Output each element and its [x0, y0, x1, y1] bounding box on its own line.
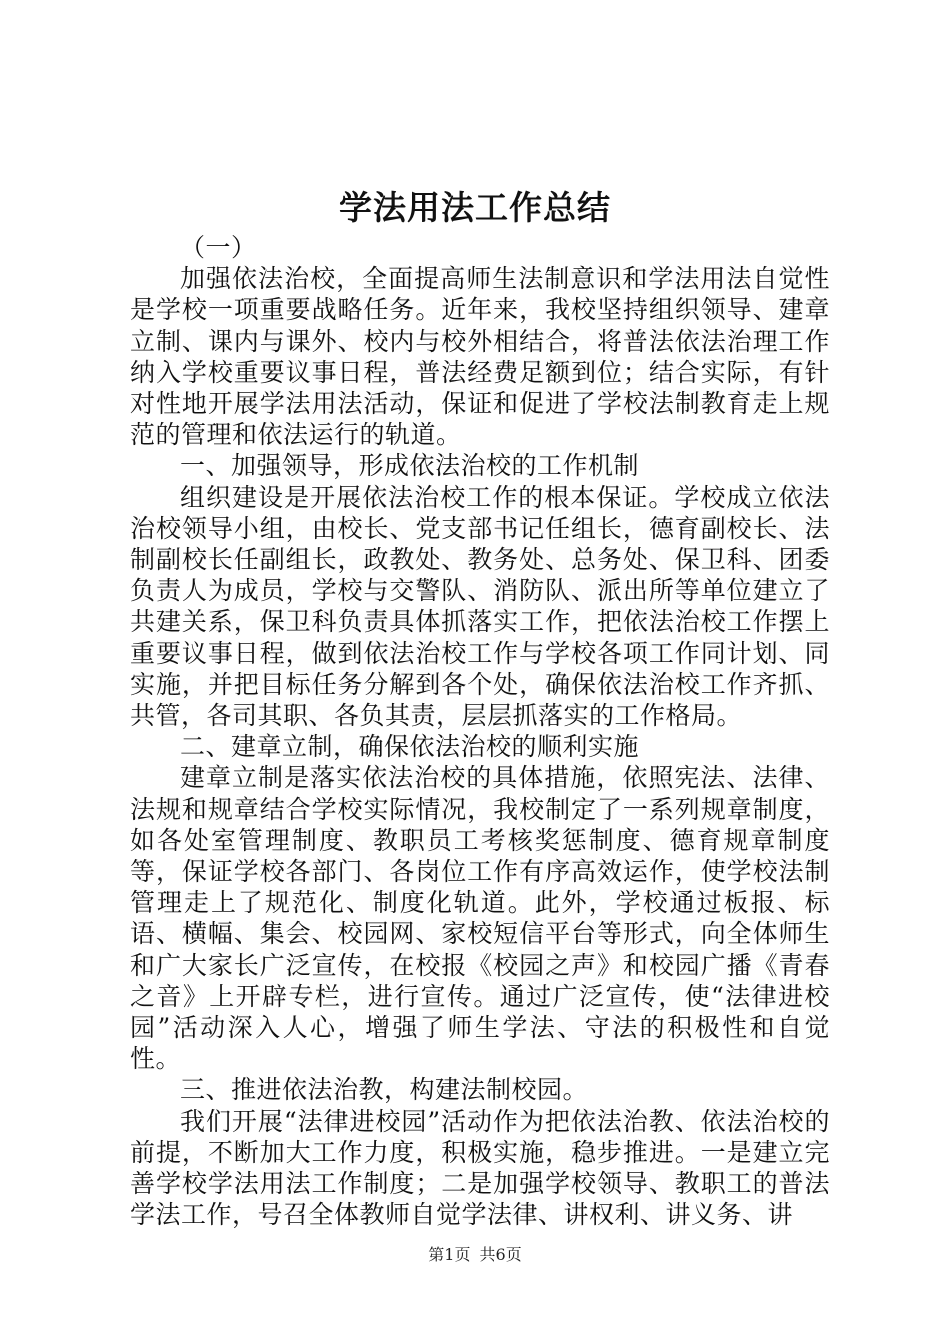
paragraph-section-2: 建章立制是落实依法治校的具体措施，依照宪法、法律、法规和规章结合学校实际情况，我校制定了一系列规章制度，如各处室管理制度、教职员工考核奖惩制度、德育规章制度等，保证学校各部门、各岗位工作有序高效运作，使学校法制管理走上了规范化、制度化轨道。此外，学校通过板报、标语、横幅、集会、校园网、家校短信平台等形式，向全体师生和广大家长广泛宣传，在校报《校园之声》和校园广播《青春之音》上开辟专栏，进行宣传。通过广泛宣传，使“法律进校园”活动深入人心，增强了师生学法、守法的积极性和自觉性。 [130, 763, 830, 1074]
page-footer [0, 1244, 950, 1266]
document-title: 学法用法工作总结 [339, 188, 611, 227]
paragraph-section-1: 组织建设是开展依法治校工作的根本保证。学校成立依法治校领导小组，由校长、党支部书记任组长，德育副校长、法制副校长任副组长，政教处、教务处、总务处、保卫科、团委负责人为成员，学校与交警队、消防队、派出所等单位建立了共建关系，保卫科负责具体抓落实工作，把依法治校工作摆上重要议事日程，做到依法治校工作与学校各项工作同计划、同实施，并把目标任务分解到各个处，确保依法治校工作齐抓、共管，各司其职、各负其责，层层抓落实的工作格局。 [130, 482, 830, 731]
section-heading-3: 三、推进依法治教，构建法制校园。 [180, 1075, 589, 1105]
document-body [130, 232, 830, 1231]
section-number-mark: （一） [180, 233, 257, 262]
paragraph-intro: 加强依法治校，全面提高师生法制意识和学法用法自觉性是学校一项重要战略任务。近年来，我校坚持组织领导、建章立制、课内与课外、校内与校外相结合，将普法依法治理工作纳入学校重要议事日程，普法经费足额到位；结合实际，有针对性地开展学法用法活动，保证和促进了学校法制教育走上规范的管理和依法运行的轨道。 [130, 264, 830, 450]
section-heading-2: 二、建章立制，确保依法治校的顺利实施 [180, 732, 640, 762]
paragraph-section-3: 我们开展“法律进校园”活动作为把依法治教、依法治校的前提，不断加大工作力度，积极实施，稳步推进。一是建立完善学校学法用法工作制度；二是加强学校领导、教职工的普法学法工作，号召全体教师自觉学法律、讲权利、讲义务、讲 [130, 1106, 830, 1230]
section-heading-1: 一、加强领导，形成依法治校的工作机制 [180, 451, 640, 481]
page-total: 共6页 [479, 1245, 522, 1264]
page-number: 第1页 [428, 1245, 471, 1264]
